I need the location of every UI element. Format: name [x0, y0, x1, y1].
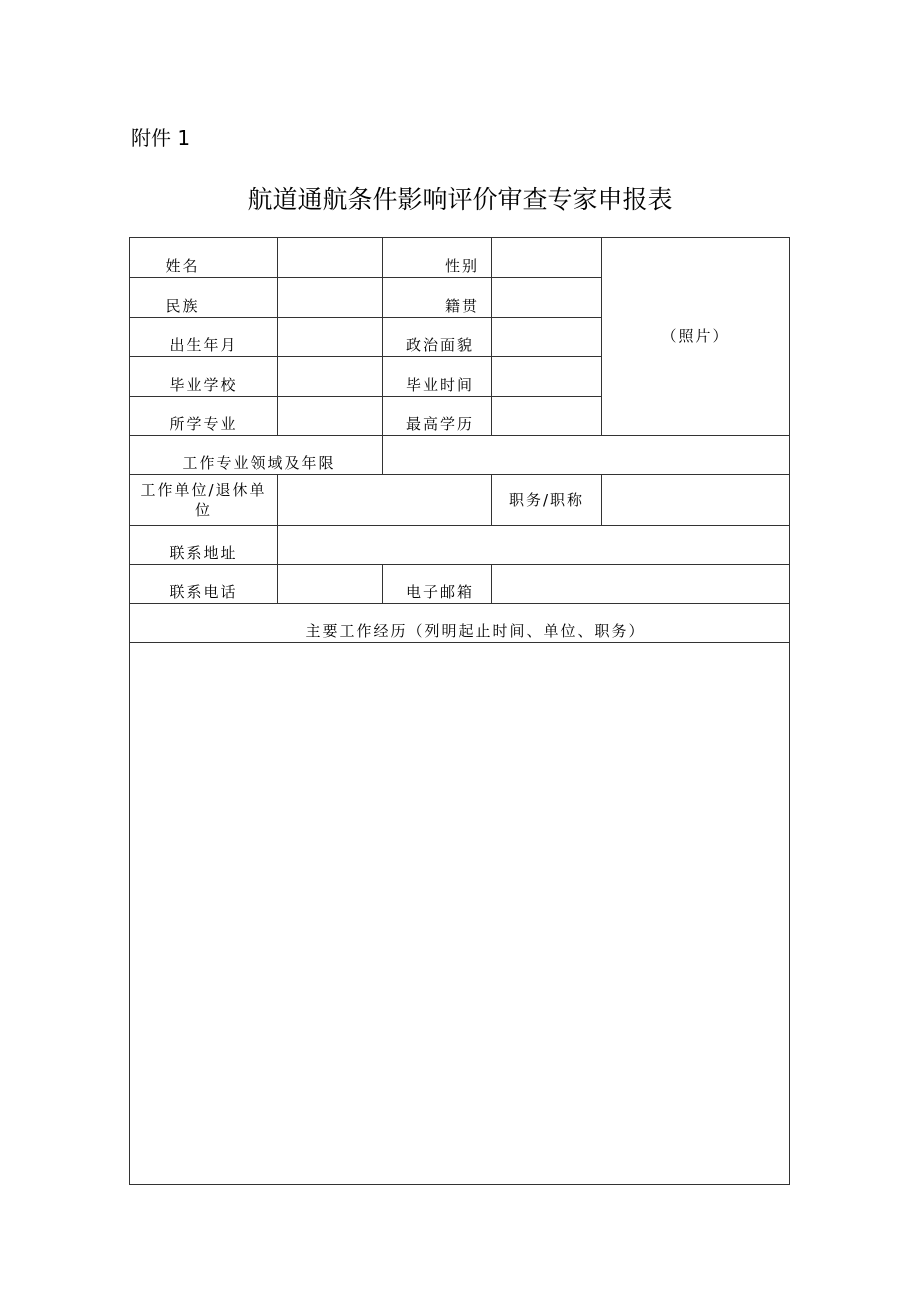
birth-date-field[interactable] — [278, 318, 382, 356]
graduation-time-field[interactable] — [492, 357, 601, 396]
major-label: 所学专业 — [169, 415, 238, 433]
email-field[interactable] — [492, 565, 789, 603]
political-status-label: 政治面貌 — [405, 336, 474, 354]
position-title-field[interactable] — [602, 475, 789, 525]
ethnicity-label: 民族 — [165, 297, 200, 315]
native-place-field[interactable] — [492, 278, 601, 317]
photo-placeholder[interactable]: （照片） — [661, 327, 730, 345]
name-label: 姓名 — [165, 257, 200, 275]
highest-degree-field[interactable] — [492, 397, 601, 435]
address-label: 联系地址 — [169, 544, 238, 562]
native-place-label: 籍贯 — [444, 297, 479, 315]
name-field[interactable] — [278, 238, 382, 277]
employer-label-line1: 工作单位/退休单 — [140, 481, 267, 499]
field-and-years-label: 工作专业领域及年限 — [182, 454, 336, 472]
field-and-years-field[interactable] — [383, 436, 789, 474]
attachment-number: 附件 1 — [131, 126, 191, 150]
graduation-time-label: 毕业时间 — [405, 376, 474, 394]
graduation-school-label: 毕业学校 — [169, 376, 238, 394]
phone-field[interactable] — [278, 565, 382, 603]
gender-field[interactable] — [492, 238, 601, 277]
ethnicity-field[interactable] — [278, 278, 382, 317]
political-status-field[interactable] — [492, 318, 601, 356]
work-experience-field[interactable] — [130, 643, 789, 1184]
position-title-label: 职务/职称 — [508, 491, 585, 509]
employer-field[interactable] — [278, 475, 491, 525]
address-field[interactable] — [278, 526, 789, 564]
gender-label: 性别 — [444, 257, 479, 275]
expert-application-form — [129, 237, 790, 1185]
graduation-school-field[interactable] — [278, 357, 382, 396]
employer-label — [130, 475, 277, 525]
phone-label: 联系电话 — [169, 583, 238, 601]
major-field[interactable] — [278, 397, 382, 435]
form-title: 航道通航条件影响评价审查专家申报表 — [247, 185, 673, 214]
highest-degree-label: 最高学历 — [405, 415, 474, 433]
work-experience-heading: 主要工作经历（列明起止时间、单位、职务） — [305, 622, 646, 640]
employer-label-line2: 位 — [194, 501, 212, 519]
email-label: 电子邮箱 — [405, 583, 474, 601]
birth-date-label: 出生年月 — [169, 336, 238, 354]
